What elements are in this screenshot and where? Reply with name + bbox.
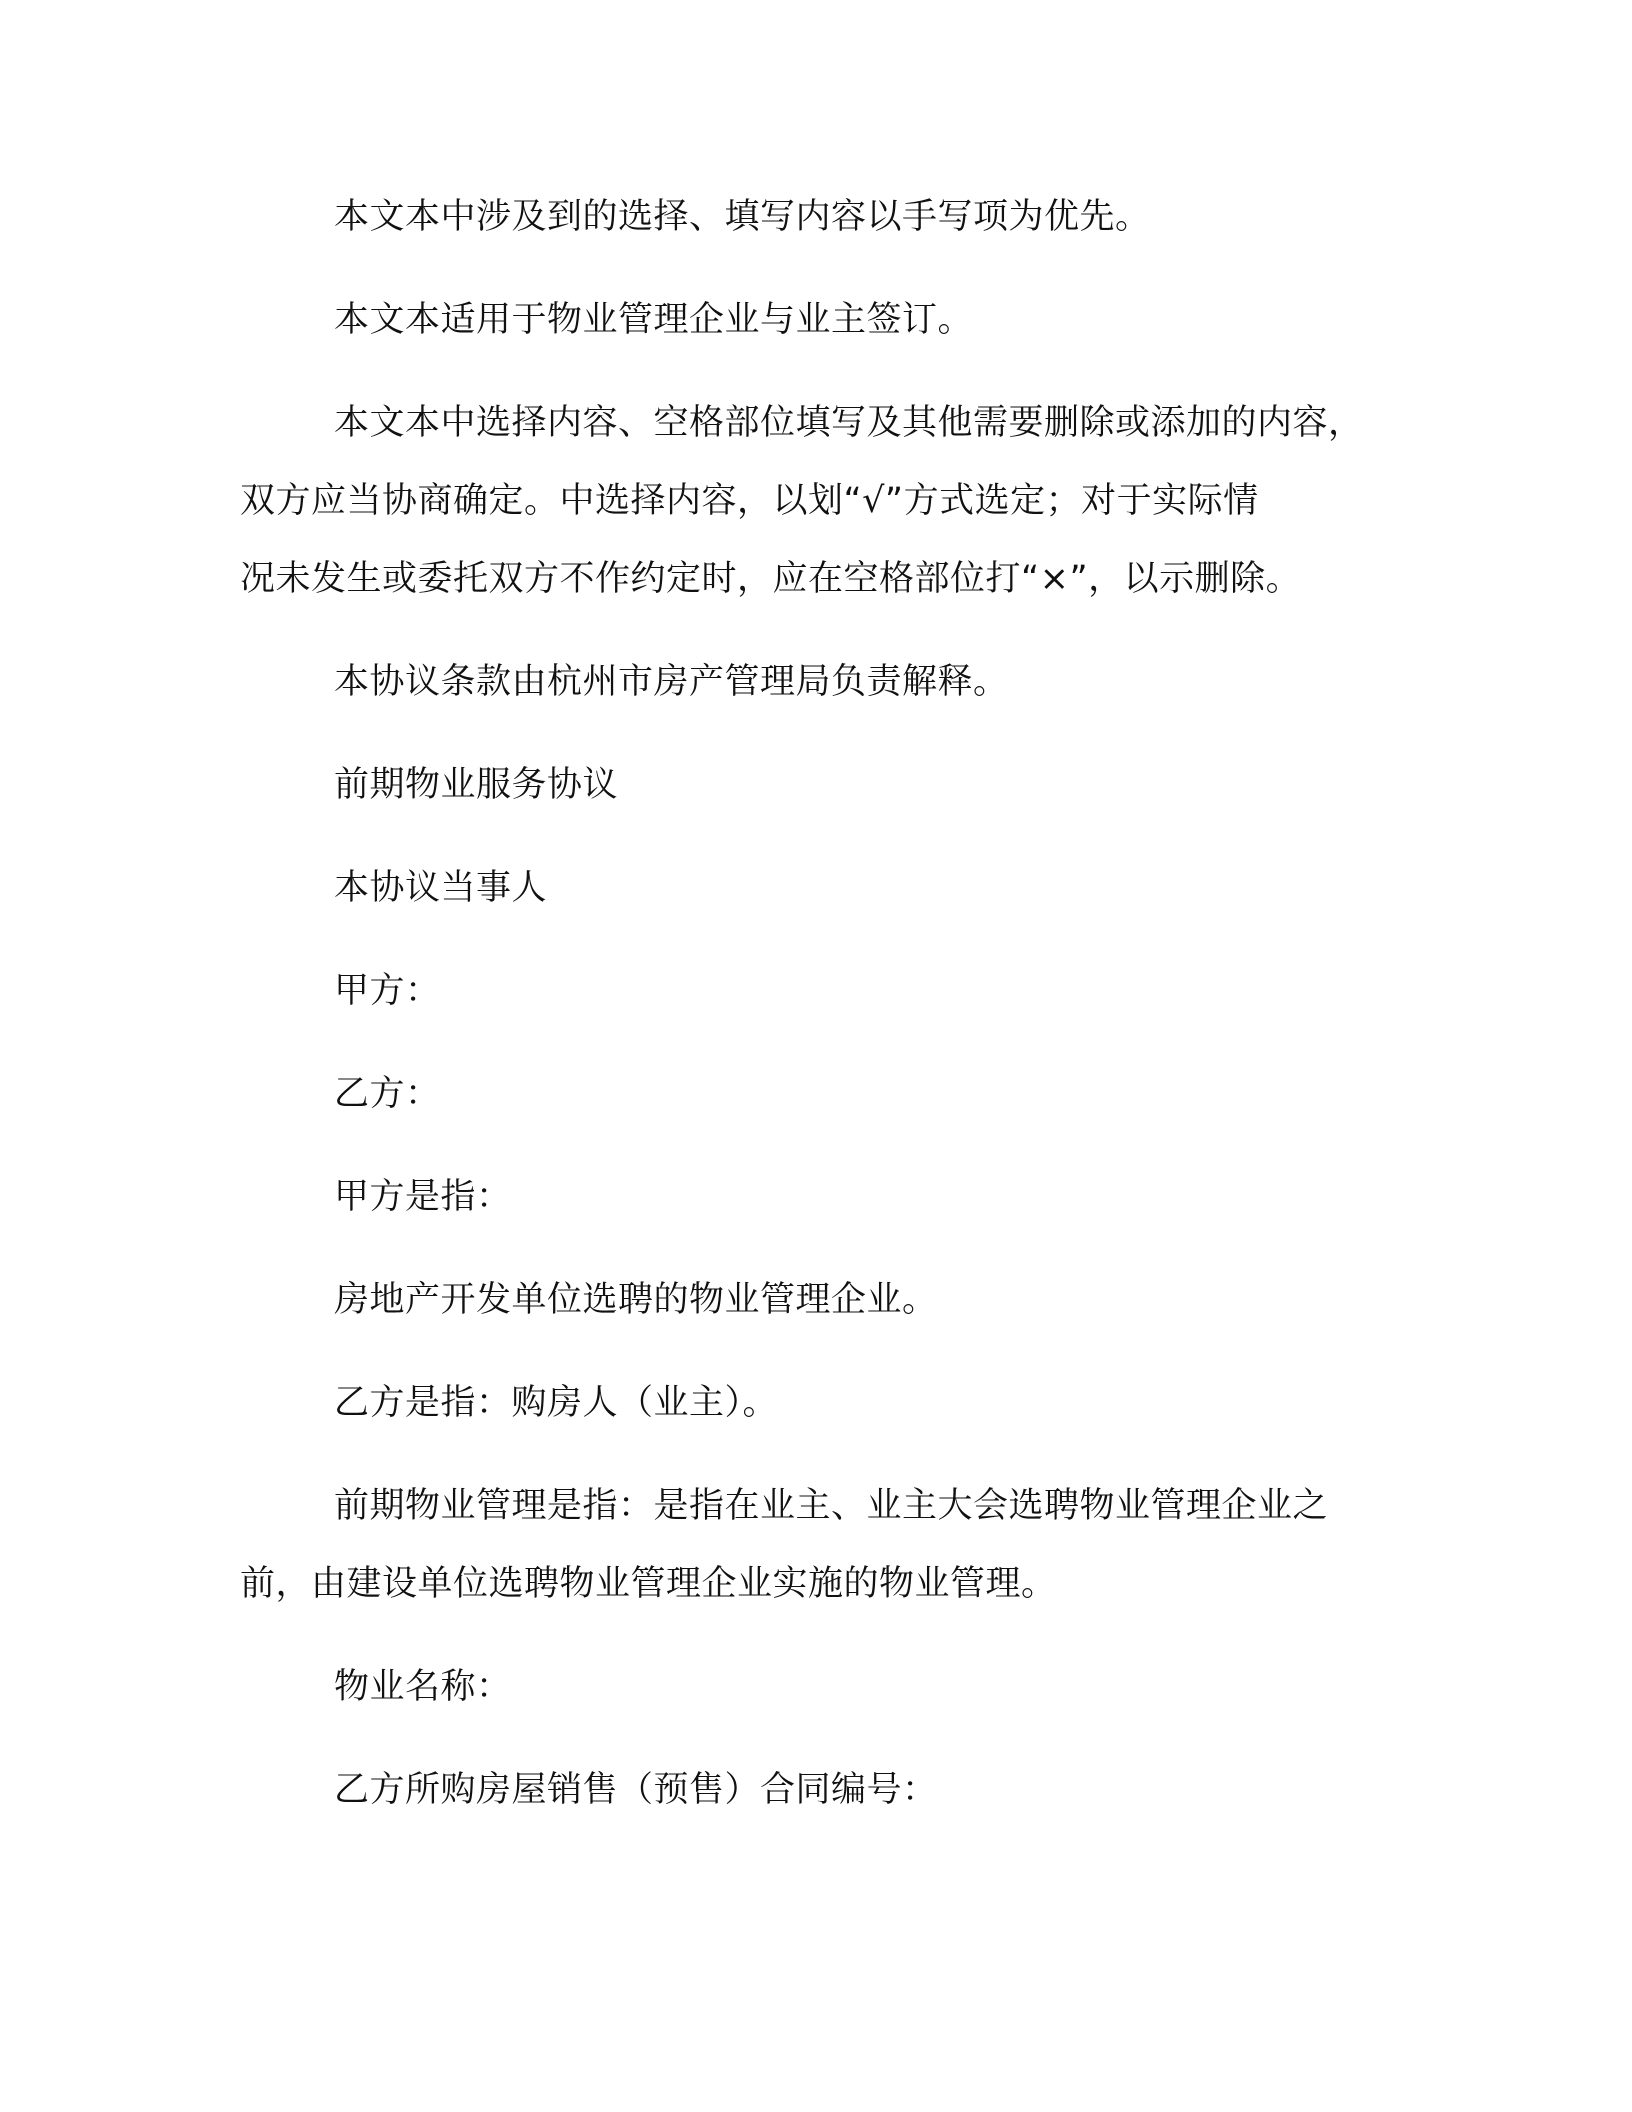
paragraph-fill-rules-line-2: 双方应当协商确定。中选择内容，以划“√”方式选定；对于实际情 — [240, 481, 1259, 521]
paragraph-applicability: 本文本适用于物业管理企业与业主签订。 — [334, 300, 974, 340]
party-a-definition-label: 甲方是指： — [334, 1177, 512, 1217]
document-title: 前期物业服务协议 — [334, 765, 619, 805]
party-a-label: 甲方： — [334, 971, 441, 1011]
paragraph-fill-rules-line-3: 况未发生或委托双方不作约定时，应在空格部位打“×”，以示删除。 — [240, 559, 1302, 599]
contract-number-label: 乙方所购房屋销售（预售）合同编号： — [334, 1770, 938, 1810]
party-a-definition-text: 房地产开发单位选聘的物业管理企业。 — [334, 1280, 938, 1320]
party-b-label: 乙方： — [334, 1074, 441, 1114]
management-definition-line-1: 前期物业管理是指：是指在业主、业主大会选聘物业管理企业之 — [334, 1486, 1329, 1526]
parties-heading: 本协议当事人 — [334, 868, 548, 908]
management-definition-line-2: 前，由建设单位选聘物业管理企业实施的物业管理。 — [240, 1564, 1057, 1604]
party-b-definition: 乙方是指：购房人（业主）。 — [334, 1383, 779, 1423]
paragraph-fill-rules-line-1: 本文本中选择内容、空格部位填写及其他需要删除或添加的内容， — [334, 403, 1364, 443]
paragraph-interpretation: 本协议条款由杭州市房产管理局负责解释。 — [334, 662, 1009, 702]
paragraph-handwritten-priority: 本文本中涉及到的选择、填写内容以手写项为优先。 — [334, 197, 1151, 237]
property-name-label: 物业名称： — [334, 1667, 512, 1707]
